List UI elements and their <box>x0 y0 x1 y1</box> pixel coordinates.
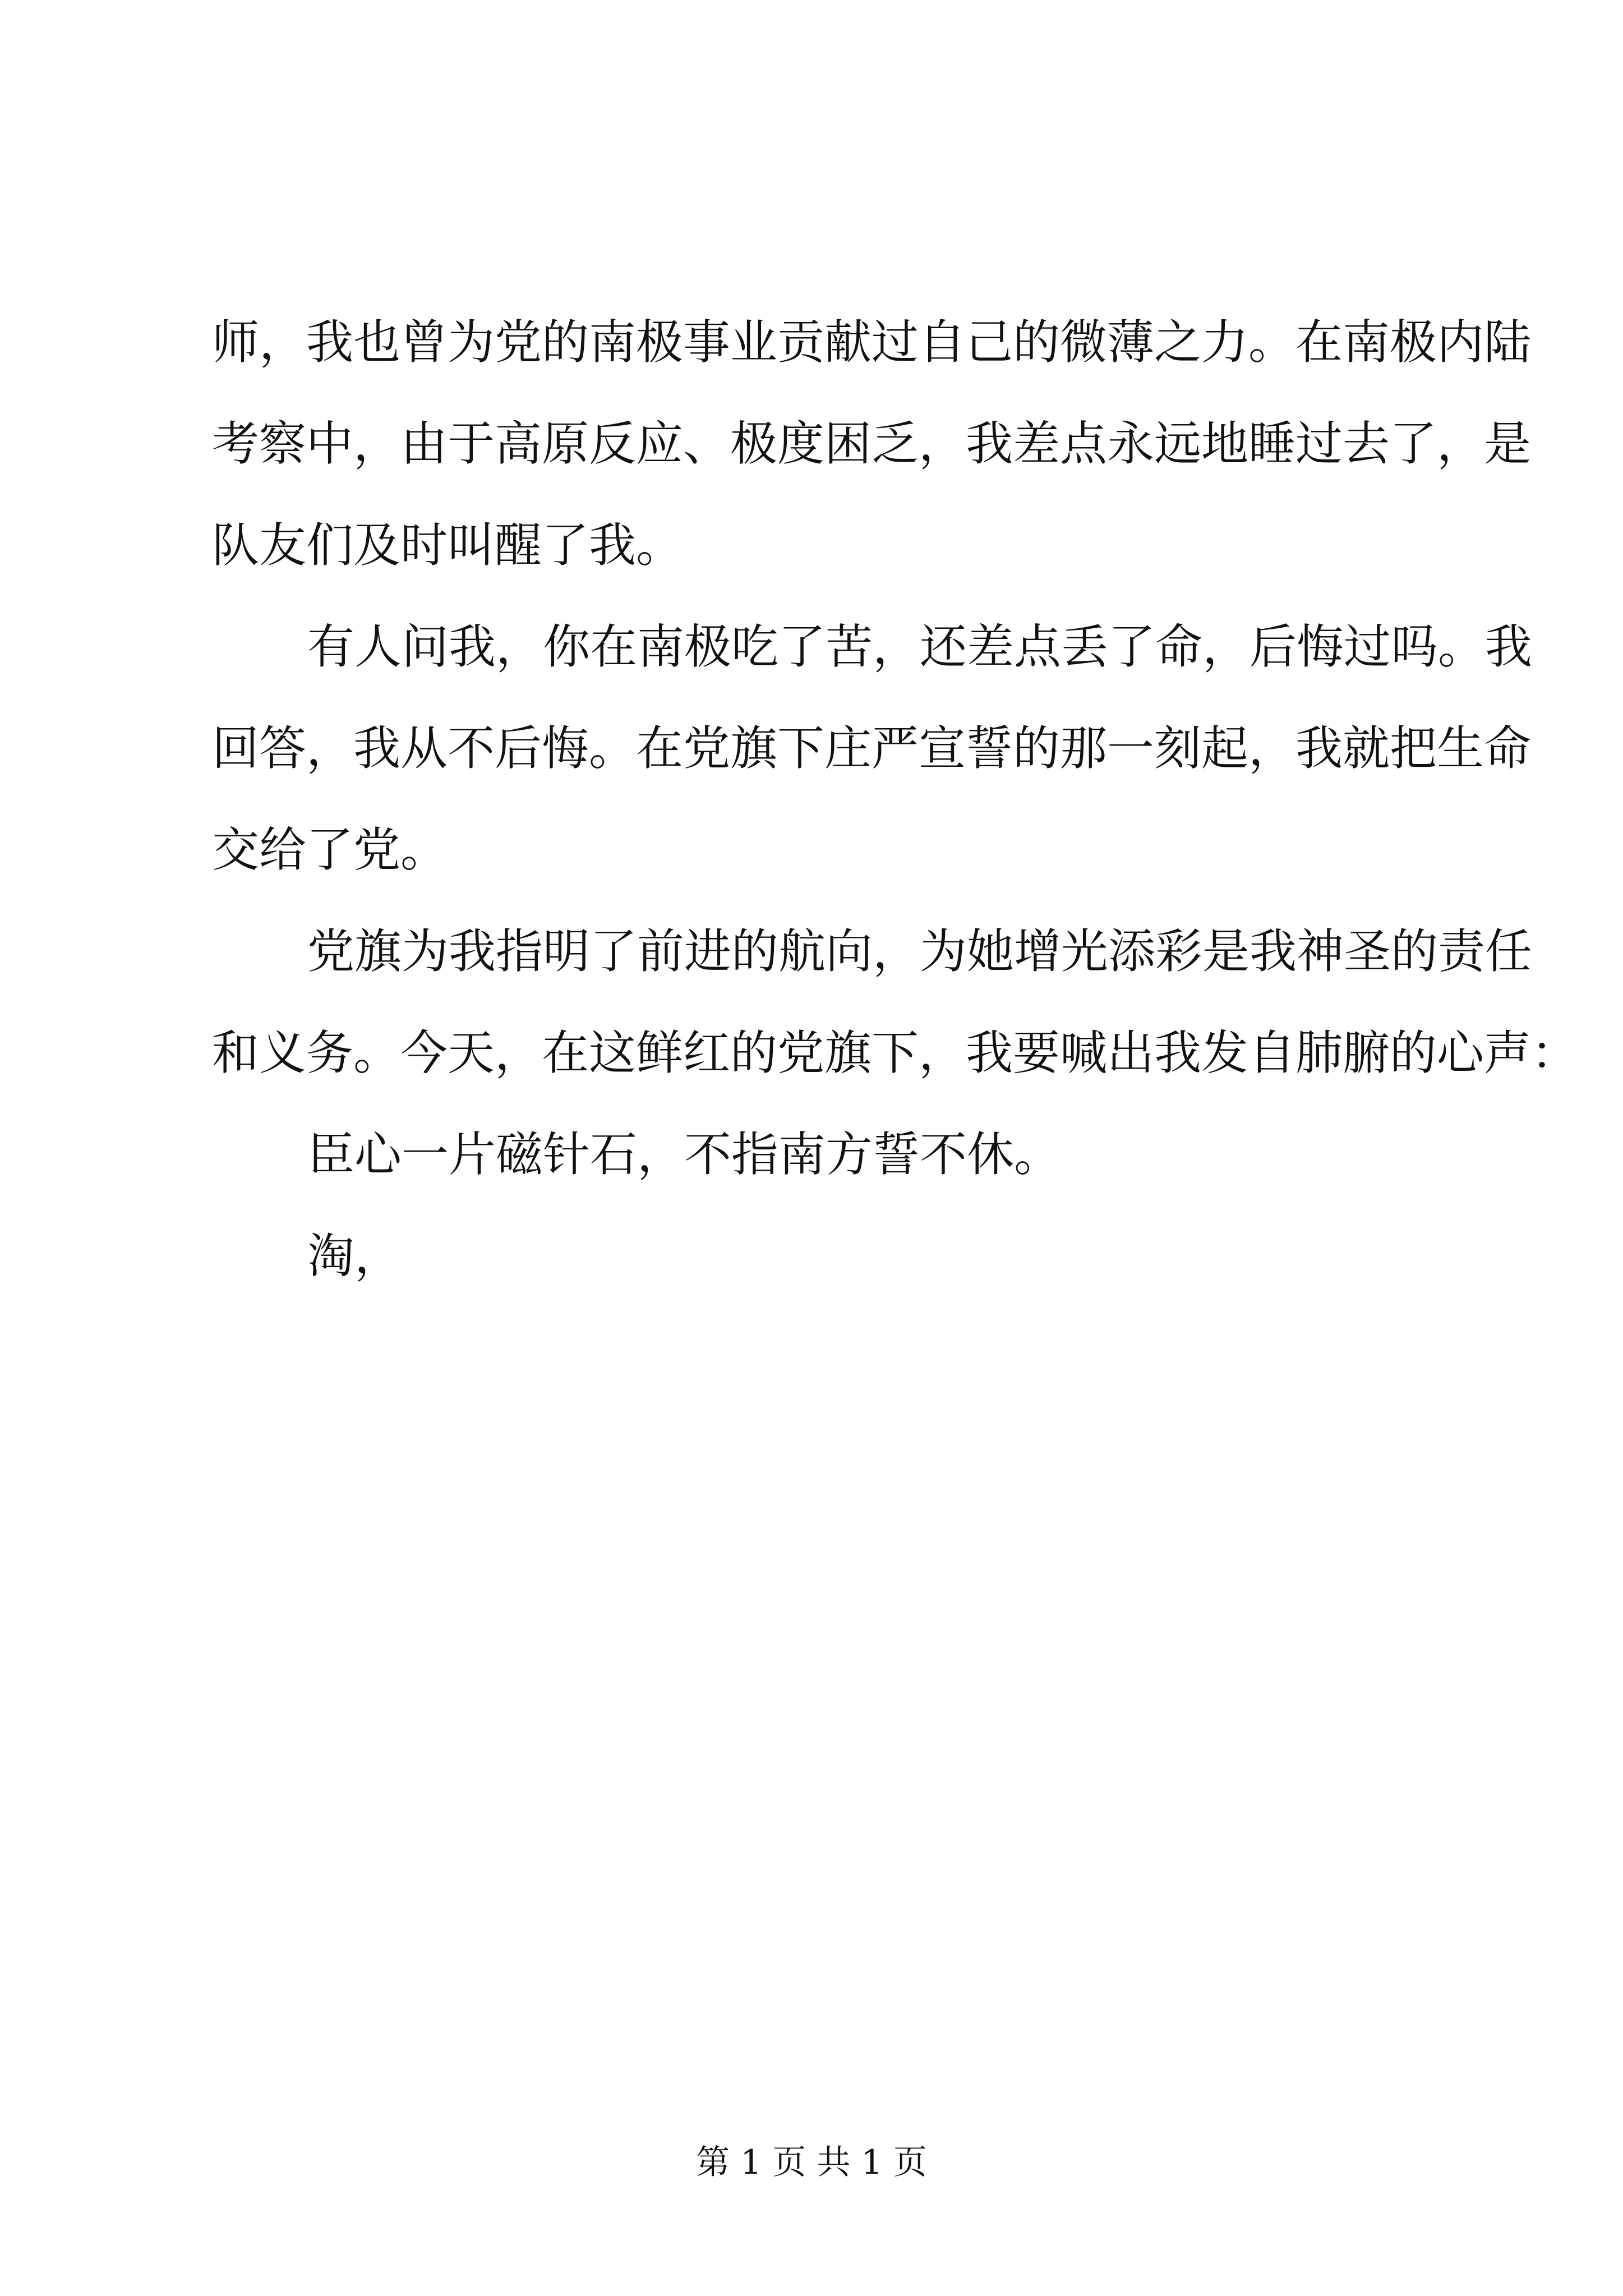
paragraph-first-line: 臣心一片磁针石，不指南方誓不休。 <box>307 1127 1062 1182</box>
text-line: 和义务。今天，在这鲜红的党旗下，我要喊出我发自肺腑的心声： <box>212 1025 1579 1080</box>
paragraph-first-line: 有人问我，你在南极吃了苦，还差点丢了命，后悔过吗。我 <box>307 619 1533 674</box>
text-line: 队友们及时叫醒了我。 <box>212 518 684 573</box>
text-line: 师，我也曾为党的南极事业贡献过自己的微薄之力。在南极内陆 <box>212 315 1532 370</box>
text-line: 回答，我从不后悔。在党旗下庄严宣誓的那一刻起，我就把生命 <box>212 721 1532 776</box>
paragraph-first-line: 党旗为我指明了前进的航向，为她增光添彩是我神圣的责任 <box>307 924 1533 979</box>
paragraph-first-line: 淘， <box>307 1228 402 1283</box>
document-body <box>212 292 1579 1307</box>
text-line: 考察中，由于高原反应、极度困乏，我差点永远地睡过去了，是 <box>212 416 1532 471</box>
page-footer: 第 1 页 共 1 页 <box>696 2143 927 2182</box>
text-line: 交给了党。 <box>212 822 448 877</box>
